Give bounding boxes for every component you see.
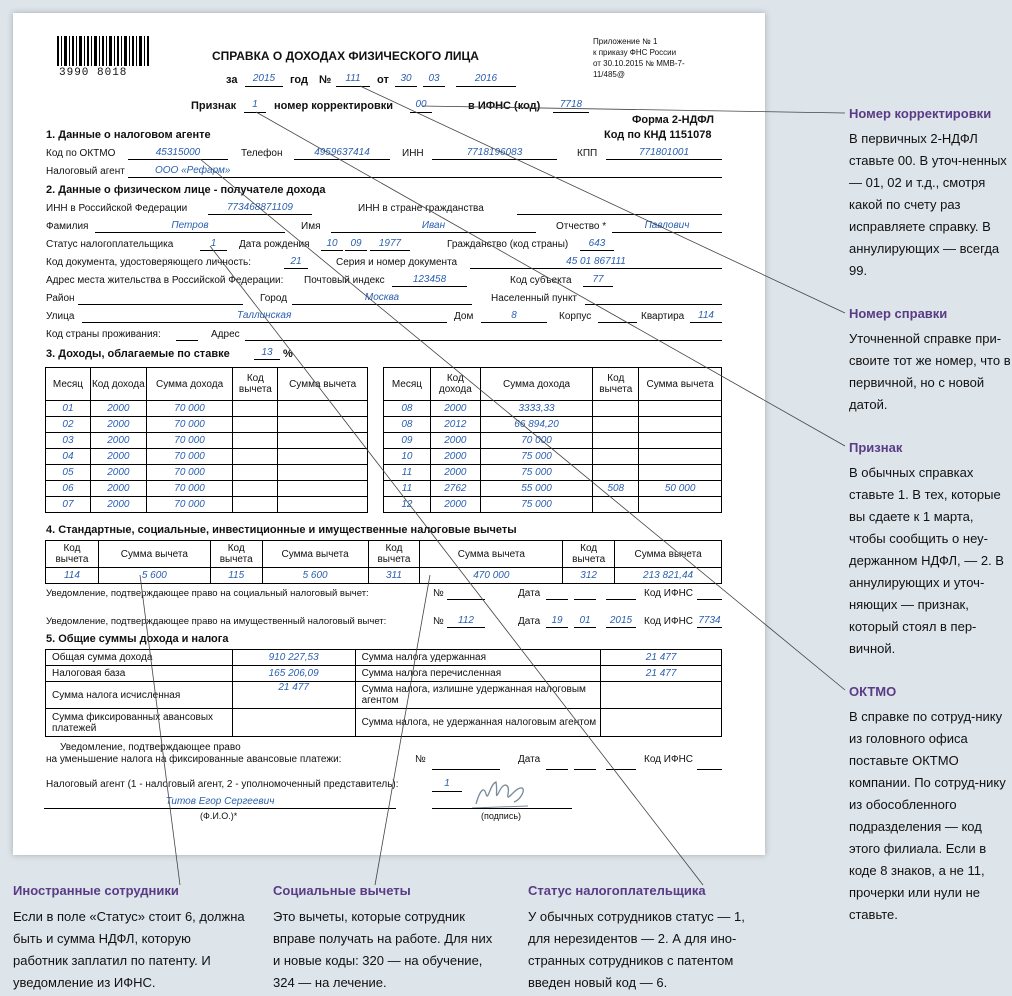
inn-rf-label: ИНН в Российской Федерации — [46, 203, 188, 214]
note-foreign-title: Иностранные сотрудники — [13, 883, 179, 898]
priznak-value: 1 — [252, 99, 258, 110]
zip-value: 123458 — [412, 274, 447, 285]
birth-month: 09 — [350, 238, 362, 249]
patronymic-value: Павлович — [644, 220, 690, 231]
korpus-label: Корпус — [559, 311, 592, 322]
inn-foreign-label: ИНН в стране гражданства — [358, 203, 484, 214]
barcode-number: 3990 8018 — [59, 67, 128, 79]
surname-value: Петров — [171, 220, 209, 231]
city-label: Город — [260, 293, 288, 304]
ot-label: от — [377, 74, 389, 86]
inn-label: ИНН — [402, 148, 424, 159]
notice-year: 2015 — [609, 615, 633, 626]
ifns-value: 7718 — [559, 99, 583, 110]
inn-value: 7718196083 — [466, 147, 523, 158]
note-status-title: Статус налогоплательщика — [528, 883, 706, 898]
section-3-heading: 3. Доходы, облагаемые по ставке — [46, 348, 230, 360]
fio-label: (Ф.И.О.)* — [200, 811, 238, 821]
street-label: Улица — [46, 311, 75, 322]
ifns-code-label: Код ИФНС — [644, 616, 694, 627]
surname-label: Фамилия — [46, 221, 89, 232]
citizenship-value: 643 — [588, 238, 606, 249]
note-status-text: У обычных сотрудников статус — 1, для нерезидентов — 2. А для ино-странных сотрудников с патентом введен новый код — 6. — [528, 909, 745, 990]
name-value: Иван — [421, 220, 446, 231]
income-row: 06 2000 70 000 — [46, 481, 368, 497]
form-name: Форма 2-НДФЛ — [632, 114, 714, 126]
notice-adv-label: на уменьшение налога на фиксированные авансовые платежи: — [46, 754, 342, 765]
income-row: 12 2000 75 000 — [384, 497, 722, 513]
income-row: 03 2000 70 000 — [46, 433, 368, 449]
no-label: № — [433, 616, 444, 627]
note-num-title: Номер справки — [849, 306, 948, 321]
corr-label: номер корректировки — [274, 100, 394, 112]
appendix-line: к приказу ФНС России — [593, 48, 677, 57]
date-day: 30 — [400, 73, 412, 84]
ifns-code-label: Код ИФНС — [644, 754, 694, 765]
country-label: Код страны проживания: — [46, 329, 161, 340]
section-4-heading: 4. Стандартные, социальные, инвестиционные и имущественные налоговые вычеты — [46, 524, 517, 536]
kpp-value: 771801001 — [638, 147, 690, 158]
agent-type-label: Налоговый агент (1 - налоговый агент, 2 - уполномоченный представитель): — [46, 779, 399, 790]
totals-table: Общая сумма дохода 910 227,53 Сумма налога удержанная 21 477 Налоговая база 165 206,09 Сумма налога перечисленная 21 477 Сумма налога исчисленная 21 477 Сумма налога, излишне удержанная налоговым агентом Сумма фиксированных авансовых платежей Сумма налога, не удержанная налоговым агентом — [45, 649, 722, 737]
patronymic-label: Отчество * — [556, 221, 607, 232]
income-row: 09 2000 70 000 — [384, 433, 722, 449]
income-table-right: Месяц Код дохода Сумма дохода Код вычета Сумма вычета 08 2000 3333,33 08 2012 66 894,20 09 2000 70 000 10 2000 75 000 11 2000 75 000 11 2762 55 000 508 50 000 12 2000 75 000 — [383, 367, 722, 513]
street-value: Таллинская — [237, 310, 292, 321]
date-month: 03 — [428, 73, 440, 84]
house-label: Дом — [454, 311, 474, 322]
signer-name: Титов Егор Сергеевич — [165, 796, 275, 807]
notice-property-label: Уведомление, подтверждающее право на имущественный налоговый вычет: — [46, 616, 387, 627]
note-social-title: Социальные вычеты — [273, 883, 411, 898]
birth-year: 1977 — [378, 238, 402, 249]
date-label: Дата — [518, 588, 541, 599]
ifns-label: в ИФНС (код) — [468, 100, 541, 112]
section-5-heading: 5. Общие суммы дохода и налога — [46, 633, 229, 645]
no-label: № — [319, 74, 332, 86]
deductions-table: Код вычета Сумма вычета Код вычета Сумма вычета Код вычета Сумма вычета Код вычета Сумма вычета 114 5 600 115 5 600 311 470 000 312 213 821,44 — [45, 540, 722, 584]
knd-code: Код по КНД 1151078 — [604, 129, 712, 141]
status-label: Статус налогоплательщика — [46, 239, 174, 250]
agent-value: ООО «Рефарм» — [155, 165, 231, 176]
house-value: 8 — [511, 310, 517, 321]
income-row: 05 2000 70 000 — [46, 465, 368, 481]
address-rf-label: Адрес места жительства в Российской Федерации: — [46, 275, 284, 286]
corr-value: 00 — [415, 99, 427, 110]
income-row: 11 2762 55 000 508 50 000 — [384, 481, 722, 497]
income-row: 08 2000 3333,33 — [384, 401, 722, 417]
notice-number: 112 — [458, 615, 474, 626]
notice-adv-label: Уведомление, подтверждающее правo — [60, 742, 241, 753]
doc-num-value: 45 01 867111 — [566, 256, 626, 267]
ifns-code-label: Код ИФНС — [644, 588, 694, 599]
note-priznak-text: В обычных справках ставьте 1. В тех, которые вы сдаете к 1 марта, чтобы сообщить о неу-держанном НДФЛ, — 2. В аннулирующих и уточ-няющих — признак, который стоял в пер-вичной. — [849, 465, 1004, 656]
notice-ifns: 7734 — [698, 615, 721, 626]
flat-value: 114 — [698, 310, 714, 321]
god-label: год — [290, 74, 308, 86]
section-1-heading: 1. Данные о налоговом агенте — [46, 129, 211, 141]
no-label: № — [433, 588, 444, 599]
oktmo-value: 45315000 — [155, 147, 201, 158]
date-label: Дата — [518, 754, 541, 765]
note-oktmo-title: ОКТМО — [849, 684, 897, 699]
agent-type-value: 1 — [444, 778, 450, 789]
za-label: за — [226, 74, 238, 86]
notice-month: 01 — [579, 615, 591, 626]
city-value: Москва — [364, 292, 400, 303]
section-2-heading: 2. Данные о физическом лице - получателе дохода — [46, 184, 326, 196]
certificate-number: 111 — [345, 73, 361, 84]
notice-day: 19 — [551, 615, 563, 626]
note-priznak-title: Признак — [849, 440, 903, 455]
district-label: Район — [46, 293, 75, 304]
note-corr-text: В первичных 2-НДФЛ ставьте 00. В уточ-ненных — 01, 02 и т.д., смотря какой по счету раз исправляете справку. В аннулирующих — всегда 99. — [849, 131, 1007, 278]
agent-label: Налоговый агент — [46, 166, 125, 177]
income-row: 04 2000 70 000 — [46, 449, 368, 465]
note-foreign-text: Если в поле «Статус» стоит 6, должна быть и сумма НДФЛ, которую работник заплатил по патенту. И уведомление из ИФНС. — [13, 909, 245, 990]
income-row: 07 2000 70 000 — [46, 497, 368, 513]
income-row: 11 2000 75 000 — [384, 465, 722, 481]
phone-value: 4959637414 — [314, 147, 370, 158]
note-corr-title: Номер корректировки — [849, 106, 992, 121]
doc-num-label: Серия и номер документа — [336, 257, 458, 268]
citizenship-label: Гражданство (код страны) — [447, 239, 569, 250]
phone-label: Телефон — [241, 148, 283, 159]
doc-value: 21 — [290, 256, 302, 267]
birth-day: 10 — [326, 238, 338, 249]
kpp-label: КПП — [577, 148, 598, 159]
no-label: № — [415, 754, 426, 765]
appendix-line: 11/485@ — [593, 70, 625, 79]
date-year: 2016 — [474, 73, 498, 84]
note-oktmo-text: В справке по сотруд-нику из головного офиса поставьте ОКТМО компании. По сотруд-нику из обособленного подразделения — код этого филиала. Если в коде 8 знаков, а не 11, прочерки или нули не ставьте. — [849, 709, 1006, 922]
name-label: Имя — [301, 221, 321, 232]
region-label: Код субъекта — [510, 275, 572, 286]
locality-label: Населенный пункт — [491, 293, 578, 304]
income-table-left: Месяц Код дохода Сумма дохода Код вычета Сумма вычета 01 2000 70 000 02 2000 70 000 03 2000 70 000 04 2000 70 000 05 2000 70 000 06 2000 70 000 07 2000 70 000 — [45, 367, 368, 513]
flat-label: Квартира — [641, 311, 685, 322]
percent-sign: % — [283, 348, 293, 360]
rate-value: 13 — [261, 347, 273, 358]
note-num-text: Уточненной справке при-своите тот же номер, что в первичной, но с новой датой. — [849, 331, 1011, 412]
region-value: 77 — [592, 274, 604, 285]
birth-label: Дата рождения — [239, 239, 310, 250]
address-label: Адрес — [211, 329, 240, 340]
notice-social-label: Уведомление, подтверждающее право на социальный налоговый вычет: — [46, 588, 369, 599]
appendix-line: Приложение № 1 — [593, 37, 658, 46]
form-title: СПРАВКА О ДОХОДАХ ФИЗИЧЕСКОГО ЛИЦА — [212, 49, 479, 63]
income-row: 10 2000 75 000 — [384, 449, 722, 465]
date-label: Дата — [518, 616, 541, 627]
sign-label: (подпись) — [481, 811, 522, 821]
inn-rf-value: 773468871109 — [227, 202, 293, 213]
doc-label: Код документа, удостоверяющего личность: — [46, 257, 252, 268]
note-social-text: Это вычеты, которые сотрудник вправе получать на работе. Для них и новые коды: 320 — на обучение, 324 — на лечение. — [273, 909, 493, 990]
income-row: 01 2000 70 000 — [46, 401, 368, 417]
priznak-label: Признак — [191, 100, 237, 112]
oktmo-label: Код по ОКТМО — [46, 148, 116, 159]
income-row: 02 2000 70 000 — [46, 417, 368, 433]
appendix-line: от 30.10.2015 № ММВ-7- — [593, 59, 685, 68]
status-value: 1 — [210, 238, 217, 249]
zip-label: Почтовый индекс — [304, 275, 385, 286]
report-year: 2015 — [252, 73, 276, 84]
income-row: 08 2012 66 894,20 — [384, 417, 722, 433]
